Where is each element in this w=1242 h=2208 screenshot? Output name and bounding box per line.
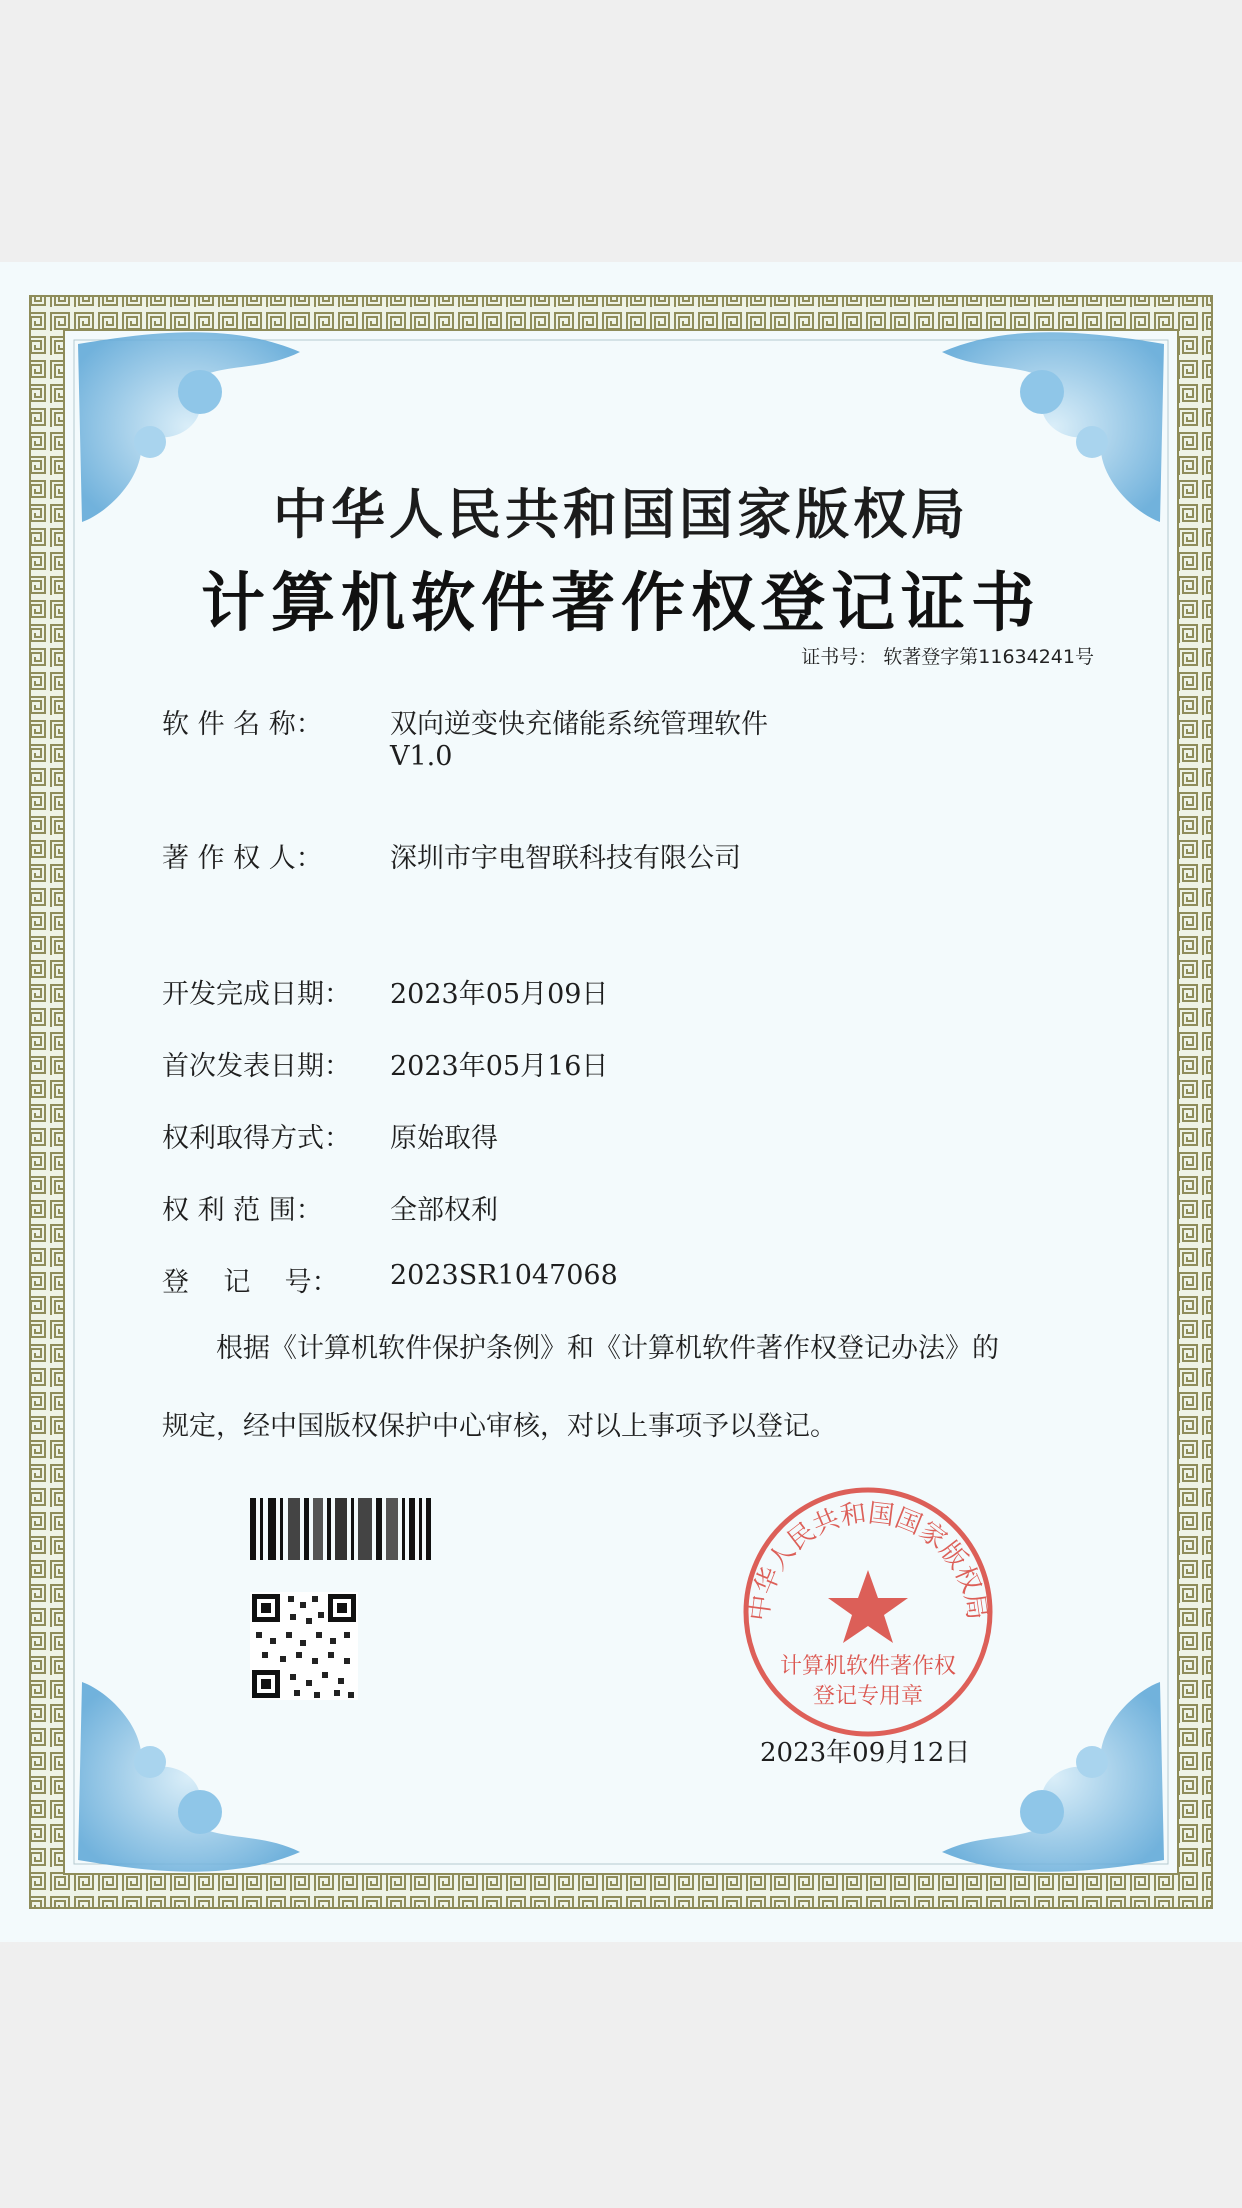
field-label: 登 记 号： [162,1267,339,1298]
statement [162,1310,1122,1466]
field-value: 2023年05月09日 [390,979,609,1010]
seal-inner-line-1: 计算机软件著作权 [779,1654,956,1679]
statement-line-1: 根据《计算机软件保护条例》和《计算机软件著作权登记办法》的 [216,1333,999,1364]
field-completion-date [162,972,608,1011]
svg-text:中华人民共和国国家版权局: 中华人民共和国国家版权局 [744,1498,992,1623]
field-copyright-owner [162,836,741,875]
field-value: 2023SR1047068 [390,1260,618,1291]
issue-date: 2023年09月12日 [760,1738,971,1768]
certificate-title: 计算机软件著作权登记证书 [201,566,1041,641]
software-name: 双向逆变快充储能系统管理软件 [390,709,768,740]
field-value: 原始取得 [390,1123,498,1154]
field-label: 著 作 权 人： [162,843,323,874]
certificate-number [795,642,1094,669]
seal-inner-line-2: 登记专用章 [812,1684,923,1709]
qr-code-icon [250,1592,358,1700]
field-label: 权 利 范 围： [162,1195,323,1226]
issuer-heading: 中华人民共和国国家版权局 [273,483,969,546]
field-software-name [162,702,768,772]
field-label: 开发完成日期： [162,979,351,1010]
software-version: V1.0 [390,741,453,772]
field-rights-scope [162,1188,498,1227]
field-acquisition-method [162,1116,498,1155]
field-registration-number [162,1260,618,1299]
certificate-number-label: 证书号： [801,646,878,668]
field-value: 2023年05月16日 [390,1051,609,1082]
field-label: 首次发表日期： [162,1051,351,1082]
certificate [0,262,1242,1942]
certificate-number-value: 软著登字第11634241号 [883,646,1094,668]
seal-inner-text [768,1652,968,1712]
field-label: 权利取得方式： [162,1123,351,1154]
field-label: 软 件 名 称： [162,709,323,740]
field-value: 深圳市宇电智联科技有限公司 [390,843,741,874]
statement-line-2: 规定，经中国版权保护中心审核，对以上事项予以登记。 [162,1411,837,1442]
field-value [390,702,768,772]
field-publication-date [162,1044,608,1083]
field-value: 全部权利 [390,1195,498,1226]
